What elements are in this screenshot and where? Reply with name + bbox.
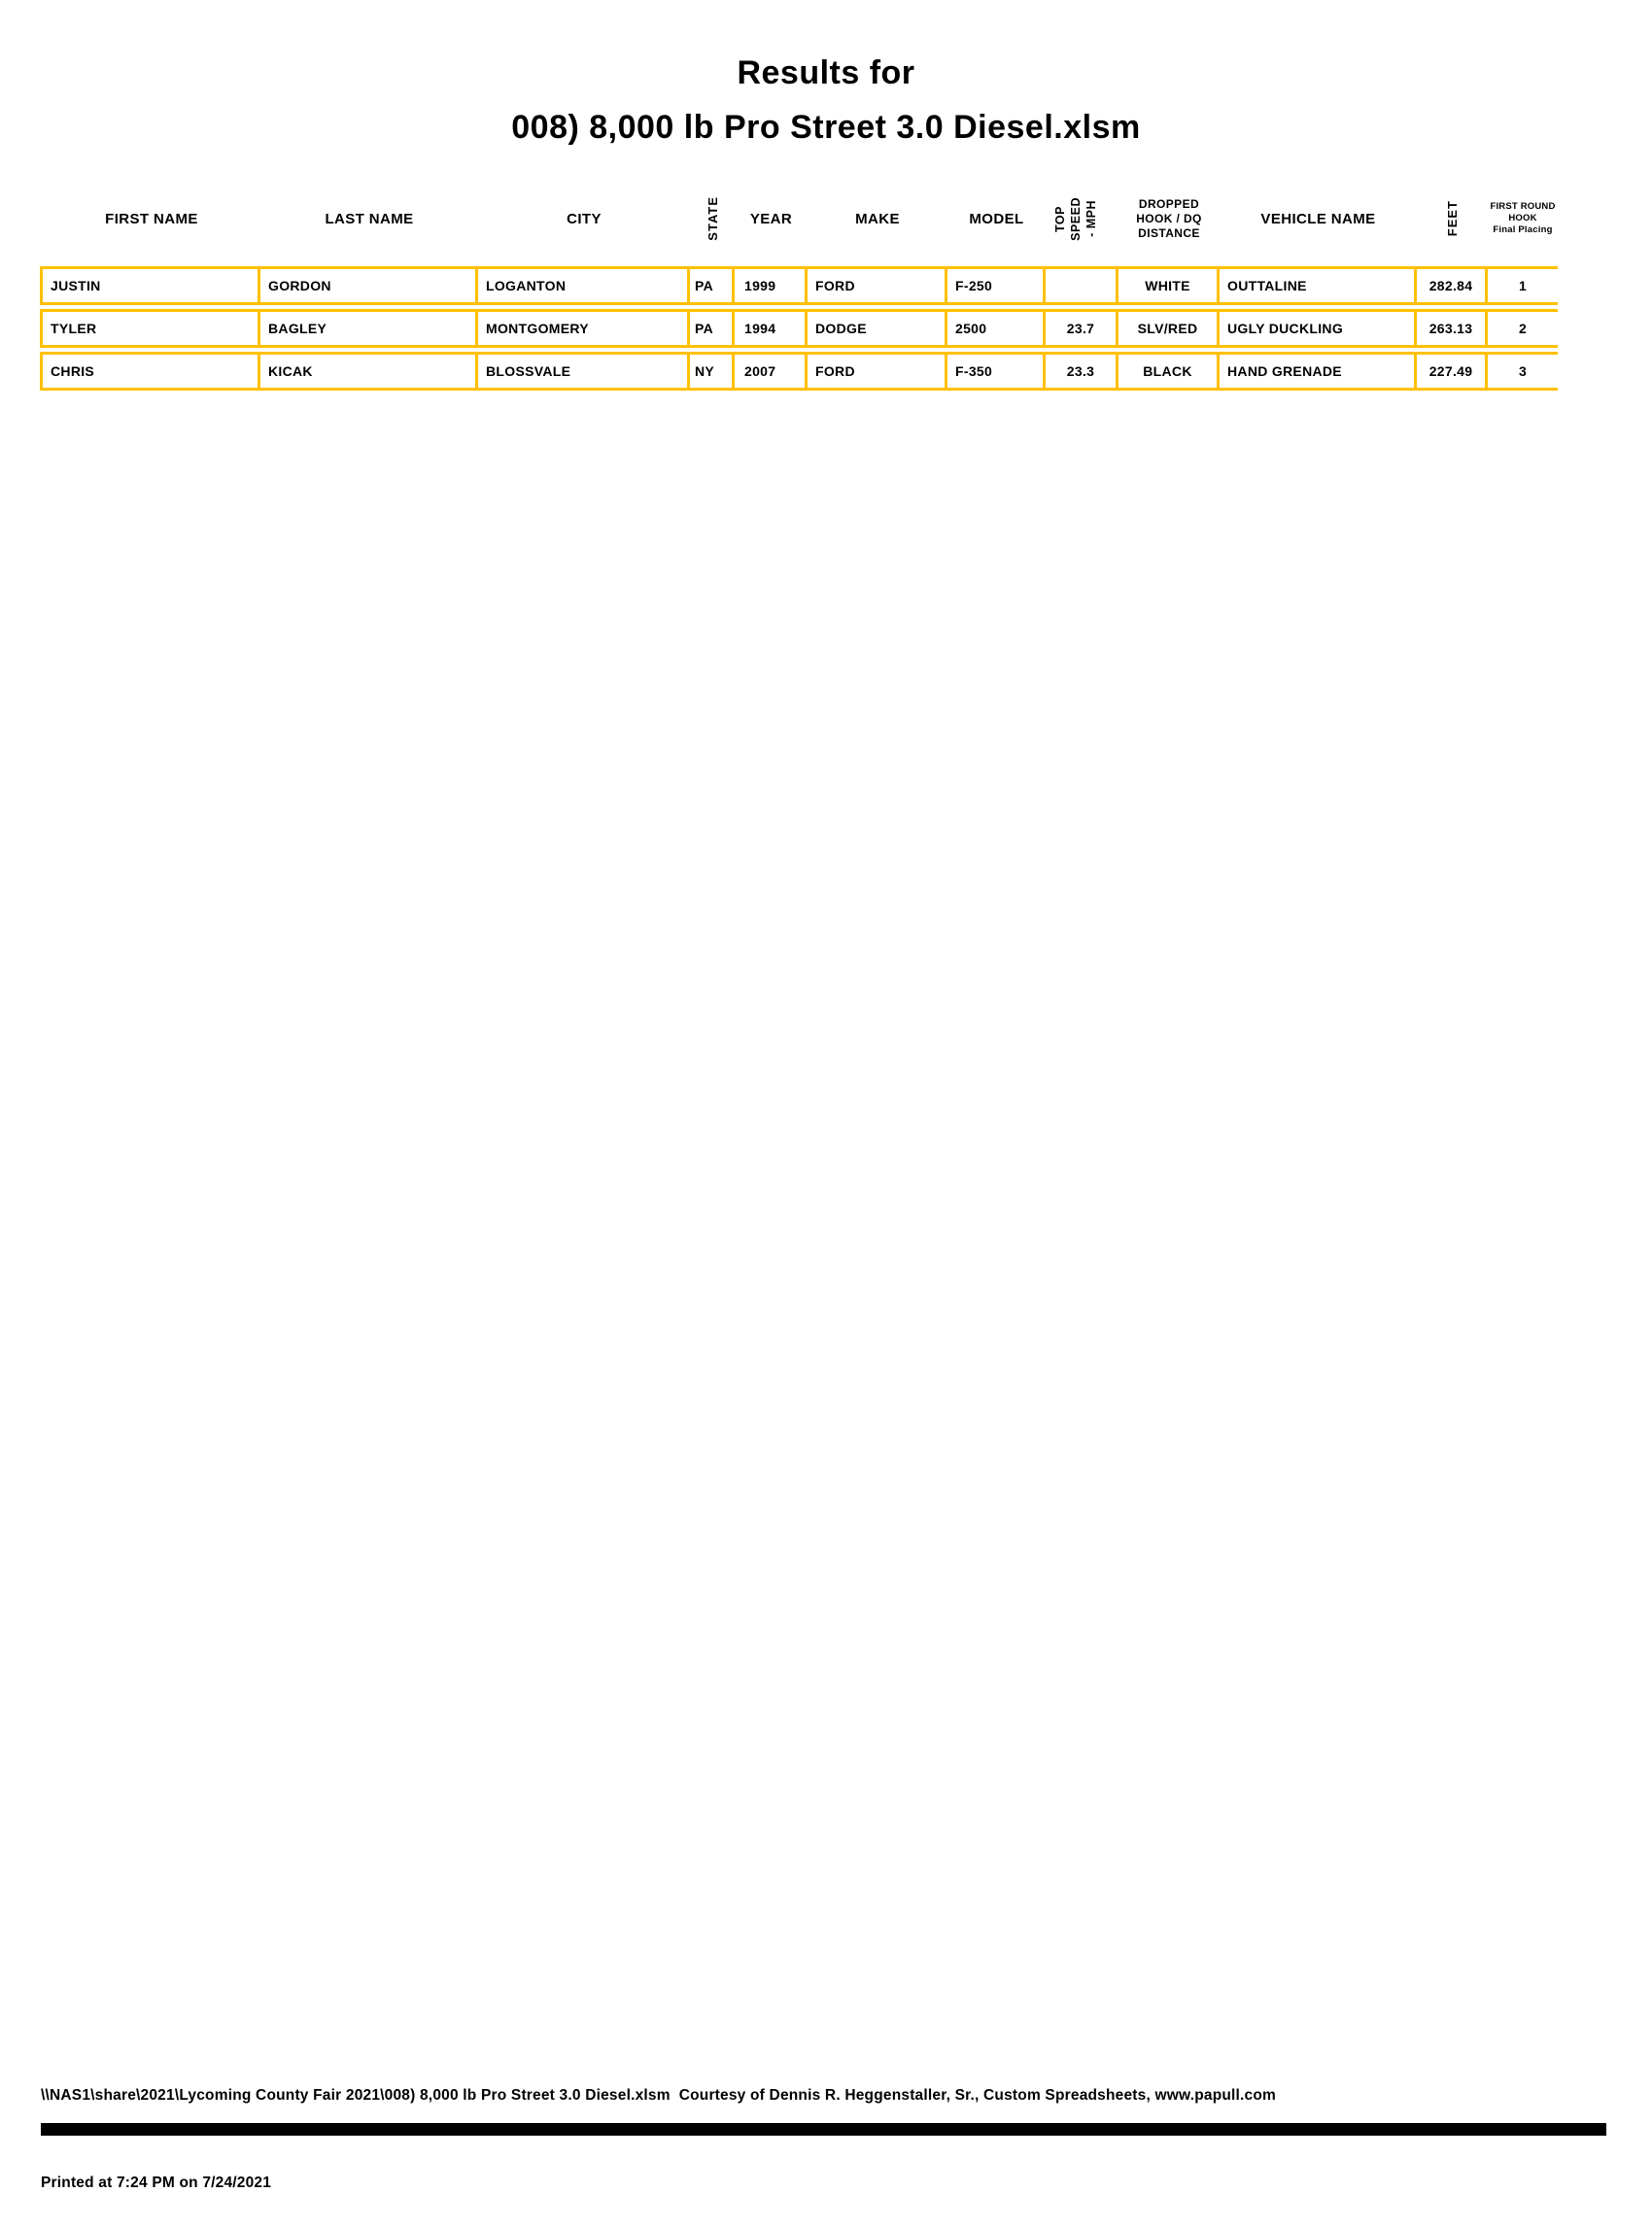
cell-year: 1999	[735, 269, 808, 302]
footer-printed-timestamp: Printed at 7:24 PM on 7/24/2021	[41, 2175, 272, 2191]
footer-file-path: \\NAS1\share\2021\Lycoming County Fair 2021\008) 8,000 lb Pro Street 3.0 Diesel.xlsm Courtesy of Dennis R. Heggenstaller, Sr., Custom Spreadsheets, www.papull.com	[41, 2087, 1277, 2104]
table-row	[40, 266, 1558, 305]
cell-make: DODGE	[808, 312, 947, 345]
column-header-dropped-hook: DROPPED HOOK / DQ DISTANCE	[1136, 196, 1202, 240]
table-row	[40, 309, 1558, 348]
cell-dropped-hook: BLACK	[1119, 355, 1220, 388]
cell-model: F-250	[947, 269, 1046, 302]
cell-model: 2500	[947, 312, 1046, 345]
cell-state: NY	[690, 355, 735, 388]
results-table-body	[40, 266, 1558, 394]
cell-top-speed: 23.7	[1046, 312, 1119, 345]
cell-city: BLOSSVALE	[478, 355, 690, 388]
cell-placing: 3	[1518, 363, 1528, 379]
cell-dropped-hook: SLV/RED	[1119, 312, 1220, 345]
page-title-line1: Results for	[737, 54, 915, 91]
cell-make: FORD	[808, 355, 947, 388]
cell-vehicle-name: OUTTALINE	[1220, 269, 1417, 302]
cell-first-name: JUSTIN	[43, 269, 260, 302]
cell-state: PA	[690, 312, 735, 345]
cell-placing: 1	[1518, 278, 1528, 293]
cell-make: FORD	[808, 269, 947, 302]
cell-model: F-350	[947, 355, 1046, 388]
column-header-first-name: FIRST NAME	[105, 210, 198, 227]
cell-vehicle-name: HAND GRENADE	[1220, 355, 1417, 388]
cell-year: 1994	[735, 312, 808, 345]
table-header-row	[40, 173, 1558, 264]
cell-vehicle-name: UGLY DUCKLING	[1220, 312, 1417, 345]
column-header-make: MAKE	[855, 210, 900, 227]
bottom-black-bar	[41, 2123, 1606, 2136]
column-header-state: STATE	[705, 196, 720, 241]
cell-feet: 282.84	[1417, 269, 1488, 302]
table-row	[40, 352, 1558, 391]
cell-first-name: CHRIS	[43, 355, 260, 388]
column-header-top-speed: TOP SPEED - MPH	[1052, 196, 1098, 241]
column-header-year: YEAR	[749, 210, 793, 227]
cell-city: MONTGOMERY	[478, 312, 690, 345]
cell-last-name: BAGLEY	[260, 312, 478, 345]
column-header-vehicle-name: VEHICLE NAME	[1260, 210, 1376, 227]
cell-city: LOGANTON	[478, 269, 690, 302]
column-header-city: CITY	[567, 210, 602, 227]
column-header-feet: FEET	[1445, 200, 1460, 237]
cell-year: 2007	[735, 355, 808, 388]
column-header-last-name: LAST NAME	[325, 210, 414, 227]
cell-top-speed: 23.3	[1046, 355, 1119, 388]
cell-first-name: TYLER	[43, 312, 260, 345]
column-header-model: MODEL	[969, 210, 1024, 227]
cell-state: PA	[690, 269, 735, 302]
cell-placing: 2	[1518, 321, 1528, 336]
cell-last-name: GORDON	[260, 269, 478, 302]
cell-dropped-hook: WHITE	[1119, 269, 1220, 302]
page-title-filename: 008) 8,000 lb Pro Street 3.0 Diesel.xlsm	[511, 109, 1141, 146]
cell-top-speed	[1046, 269, 1119, 302]
cell-feet: 263.13	[1417, 312, 1488, 345]
column-header-first-round-hook: FIRST ROUND HOOK Final Placing	[1490, 201, 1556, 235]
cell-last-name: KICAK	[260, 355, 478, 388]
cell-feet: 227.49	[1417, 355, 1488, 388]
